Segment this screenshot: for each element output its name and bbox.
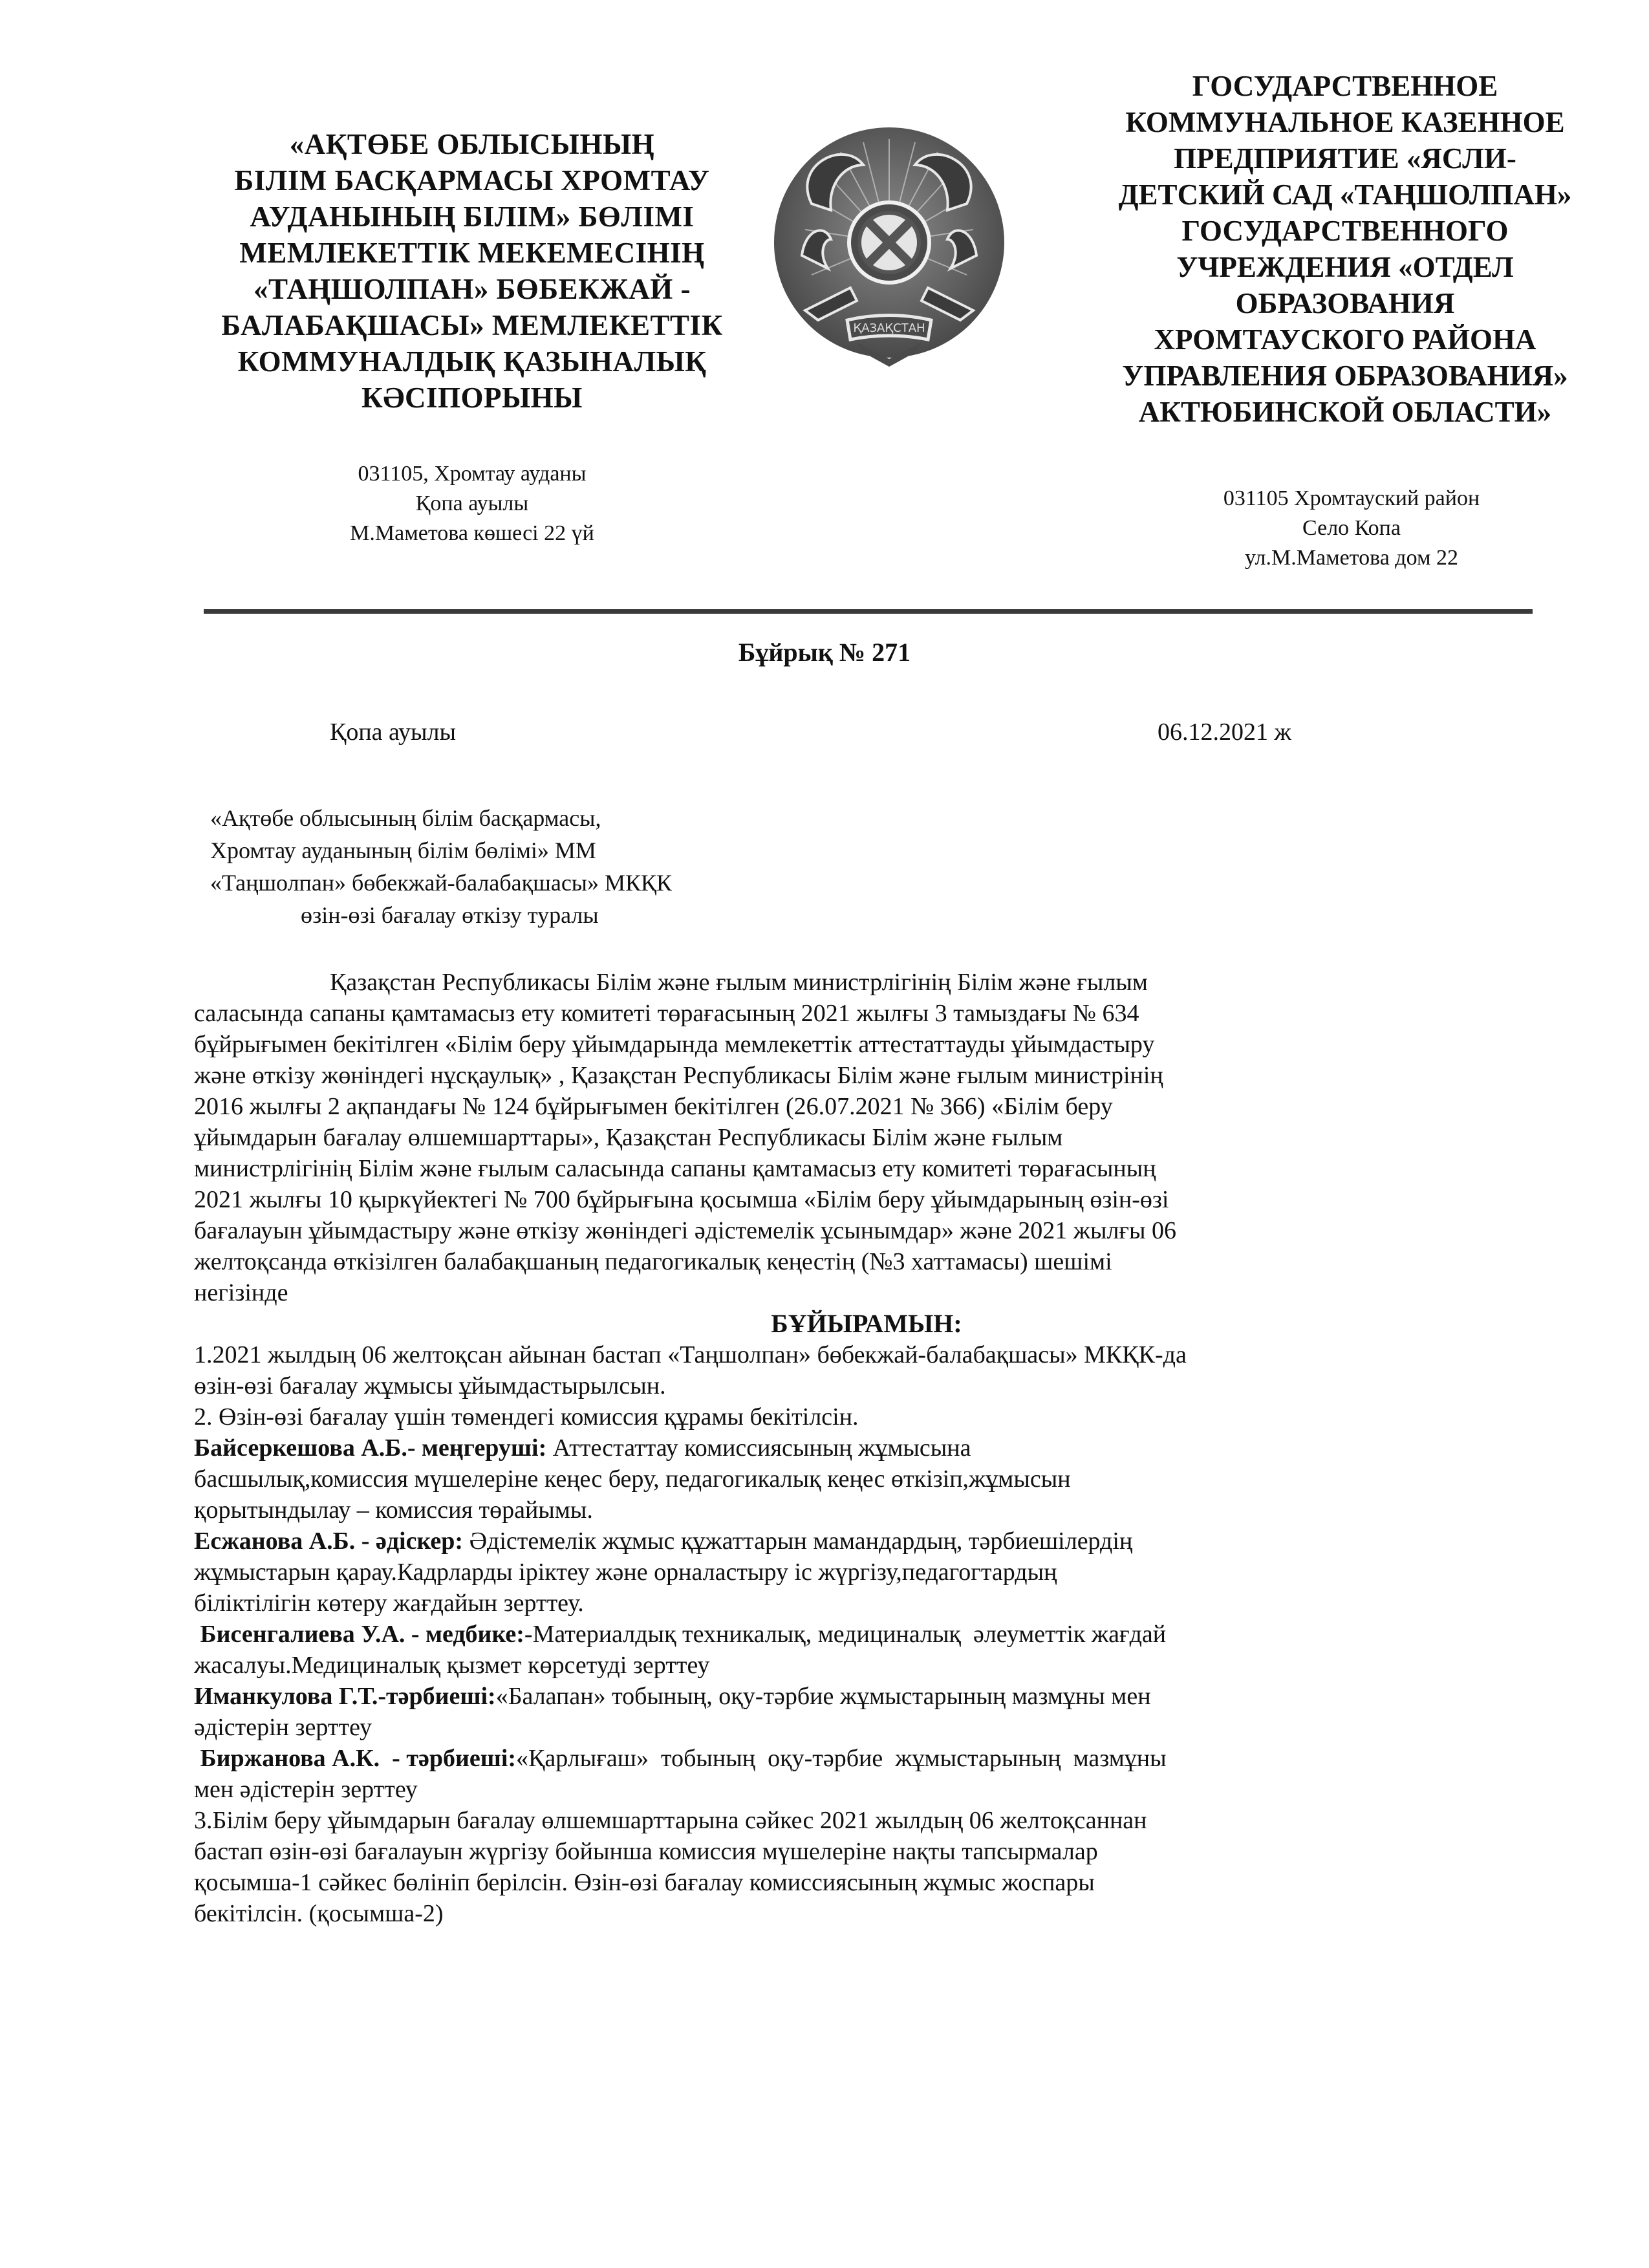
item-line: 3.Білім беру ұйымдарын бағалау өлшемшарттарына сәйкес 2021 жылдың 06 желтоқсаннан: [194, 1807, 1147, 1834]
address-line: 031105 Хромтауский район: [1223, 486, 1480, 510]
member-duty: «Қарлығаш» тобының оқу-тәрбие жұмыстарының мазмұны: [516, 1745, 1167, 1772]
member-duty: біліктілігін көтеру жағдайын зерттеу.: [194, 1590, 584, 1617]
preamble-line: негізінде: [194, 1279, 288, 1306]
commission-member: [194, 1743, 1539, 1805]
item-line: бекітілсін. (қосымша-2): [194, 1900, 444, 1927]
member-duty: -Материалдық техникалық, медициналық әлеуметтік жағдай: [524, 1621, 1167, 1648]
org-ru-line: ПРЕДПРИЯТИЕ «ЯСЛИ-: [1174, 142, 1516, 175]
order-date: 06.12.2021 ж: [1158, 718, 1291, 746]
member-duty: Әдістемелік жұмыс құжаттарын мамандардың, тәрбиешілердің: [463, 1528, 1133, 1555]
org-ru-line: ГОСУДАРСТВЕННОЕ: [1192, 70, 1498, 102]
item-line: 1.2021 жылдың 06 желтоқсан айынан бастап «Таңшолпан» бөбекжай-балабақшасы» МКҚК-да: [194, 1341, 1187, 1368]
order-subject: [210, 802, 672, 931]
preamble-line: бұйрығымен бекітілген «Білім беру ұйымдарында мемлекеттік аттестаттауды ұйымдастыру: [194, 1031, 1155, 1058]
item-line: өзін-өзі бағалау жұмысы ұйымдастырылсын.: [194, 1372, 666, 1399]
org-ru-line: УЧРЕЖДЕНИЯ «ОТДЕЛ: [1176, 251, 1514, 283]
address-line: М.Маметова көшесі 22 үй: [350, 521, 594, 545]
org-ru-line: ХРОМТАУСКОГО РАЙОНА: [1154, 323, 1536, 356]
item-line: бастап өзін-өзі бағалауын жүргізу бойынша комиссия мүшелеріне нақты тапсырмалар: [194, 1838, 1098, 1865]
member-duty: Аттестаттау комиссиясының жұмысына: [546, 1434, 971, 1462]
emblem-text: ҚАЗАҚСТАН: [853, 321, 925, 335]
member-duty: жұмыстарын қарау.Кадрларды іріктеу және орналастыру іс жүргізу,педагогтардың: [194, 1559, 1057, 1586]
member-name: Есжанова А.Б. - әдіскер:: [194, 1528, 464, 1555]
org-kz-line: АУДАНЫНЫҢ БІЛІМ» БӨЛІМІ: [250, 200, 695, 233]
address-line: Село Копа: [1302, 516, 1401, 540]
item-3: [194, 1805, 1539, 1929]
item-line: қосымша-1 сәйкес бөлініп берілсін. Өзін-өзі бағалау комиссиясының жұмыс жоспары: [194, 1869, 1095, 1896]
org-kz-line: КӘСІПОРЫНЫ: [361, 382, 583, 414]
preamble-line: бағалауын ұйымдастыру және өткізу жөніндегі әдістемелік ұсынымдар» және 2021 жылғы 06: [194, 1217, 1177, 1244]
commission-member: [194, 1432, 1539, 1526]
order-place: Қопа ауылы: [330, 718, 457, 746]
org-ru-line: ДЕТСКИЙ САД «ТАҢШОЛПАН»: [1118, 178, 1572, 211]
preamble-line: және өткізу жөніндегі нұсқаулық» , Қазақстан Республикасы Білім және ғылым министрінің: [194, 1062, 1163, 1089]
subject-line: «Таңшолпан» бөбекжай-балабақшасы» МКҚК: [210, 870, 673, 896]
org-name-russian: [1093, 68, 1597, 430]
preamble-line: ұйымдарын бағалау өлшемшарттары», Қазақстан Республикасы Білім және ғылым: [194, 1124, 1063, 1151]
preamble-line: министрлігінің Білім және ғылым саласында сапаны қамтамасыз ету комитеті төрағасының: [194, 1155, 1156, 1182]
org-ru-line: ОБРАЗОВАНИЯ: [1235, 287, 1455, 319]
preamble-line: 2016 жылғы 2 ақпандағы № 124 бұйрығымен бекітілген (26.07.2021 № 366) «Білім беру: [194, 1093, 1113, 1120]
header-divider: [204, 609, 1533, 614]
org-kz-line: МЕМЛЕКЕТТІК МЕКЕМЕСІНІҢ: [239, 237, 705, 269]
preamble-line: желтоқсанда өткізілген балабақшаның педагогикалық кеңестің (№3 хаттамасы) шешімі: [194, 1248, 1112, 1275]
org-kz-line: БАЛАБАҚШАСЫ» МЕМЛЕКЕТТІК: [221, 309, 723, 341]
commission-member: [194, 1619, 1539, 1681]
org-ru-line: АКТЮБИНСКОЙ ОБЛАСТИ»: [1138, 396, 1552, 428]
member-duty: қорытындылау – комиссия төрайымы.: [194, 1496, 593, 1524]
item-2: 2. Өзін-өзі бағалау үшін төмендегі комиссия құрамы бекітілсін.: [194, 1403, 859, 1431]
commission-member: [194, 1526, 1539, 1619]
member-name: Байсеркешова А.Б.- меңгеруші:: [194, 1434, 547, 1462]
org-kz-line: БІЛІМ БАСҚАРМАСЫ ХРОМТАУ: [234, 164, 710, 197]
address-kazakh: [213, 459, 731, 548]
member-duty: мен әдістерін зерттеу: [194, 1776, 418, 1803]
preamble-line: 2021 жылғы 10 қыркүйектегі № 700 бұйрығына қосымша «Білім беру ұйымдарының өзін-өзі: [194, 1186, 1169, 1213]
subject-line: өзін-өзі бағалау өткізу туралы: [301, 902, 599, 928]
member-name: Иманкулова Г.Т.-тәрбиеші:: [194, 1683, 496, 1710]
address-line: ул.М.Маметова дом 22: [1245, 546, 1458, 570]
address-line: Қопа ауылы: [415, 491, 529, 515]
member-duty: басшылық,комиссия мүшелеріне кеңес беру, педагогикалық кеңес өткізіп,жұмысын: [194, 1465, 1071, 1493]
commission-member: [194, 1681, 1539, 1743]
org-ru-line: ГОСУДАРСТВЕННОГО: [1181, 215, 1509, 247]
subject-line: Хромтау ауданының білім бөлімі» ММ: [210, 837, 596, 863]
order-title: Бұйрық № 271: [738, 638, 911, 667]
org-ru-line: КОММУНАЛЬНОЕ КАЗЕННОЕ: [1125, 106, 1565, 138]
org-name-kazakh: [213, 126, 731, 416]
member-name: Бисенгалиева У.А. - медбике:: [194, 1621, 524, 1648]
address-russian: [1151, 484, 1552, 573]
subject-line: «Ақтөбе облысының білім басқармасы,: [210, 805, 601, 831]
orders-heading: БҰЙЫРАМЫН:: [771, 1309, 962, 1338]
member-name: Биржанова А.К. - тәрбиеші:: [194, 1745, 517, 1772]
org-kz-line: КОММУНАЛДЫҚ ҚАЗЫНАЛЫҚ: [237, 345, 707, 378]
org-ru-line: УПРАВЛЕНИЯ ОБРАЗОВАНИЯ»: [1122, 360, 1568, 392]
member-duty: «Балапан» тобының, оқу-тәрбие жұмыстарының мазмұны мен: [495, 1683, 1151, 1710]
preamble-line: саласында сапаны қамтамасыз ету комитеті төрағасының 2021 жылғы 3 тамыздағы № 634: [194, 1000, 1139, 1027]
member-duty: әдістерін зерттеу: [194, 1714, 372, 1741]
preamble-line: Қазақстан Республикасы Білім және ғылым министрлігінің Білім және ғылым: [330, 969, 1148, 996]
kazakhstan-state-emblem-icon: [766, 126, 1012, 372]
order-body: [194, 967, 1539, 1929]
preamble: [194, 967, 1539, 1308]
org-kz-line: «ТАҢШОЛПАН» БӨБЕКЖАЙ -: [253, 273, 691, 305]
org-kz-line: «АҚТӨБЕ ОБЛЫСЫНЫҢ: [289, 128, 655, 160]
address-line: 031105, Хромтау ауданы: [358, 462, 587, 486]
member-duty: жасалуы.Медициналық қызмет көрсетуді зерттеу: [194, 1652, 710, 1679]
item-1: [194, 1339, 1539, 1401]
